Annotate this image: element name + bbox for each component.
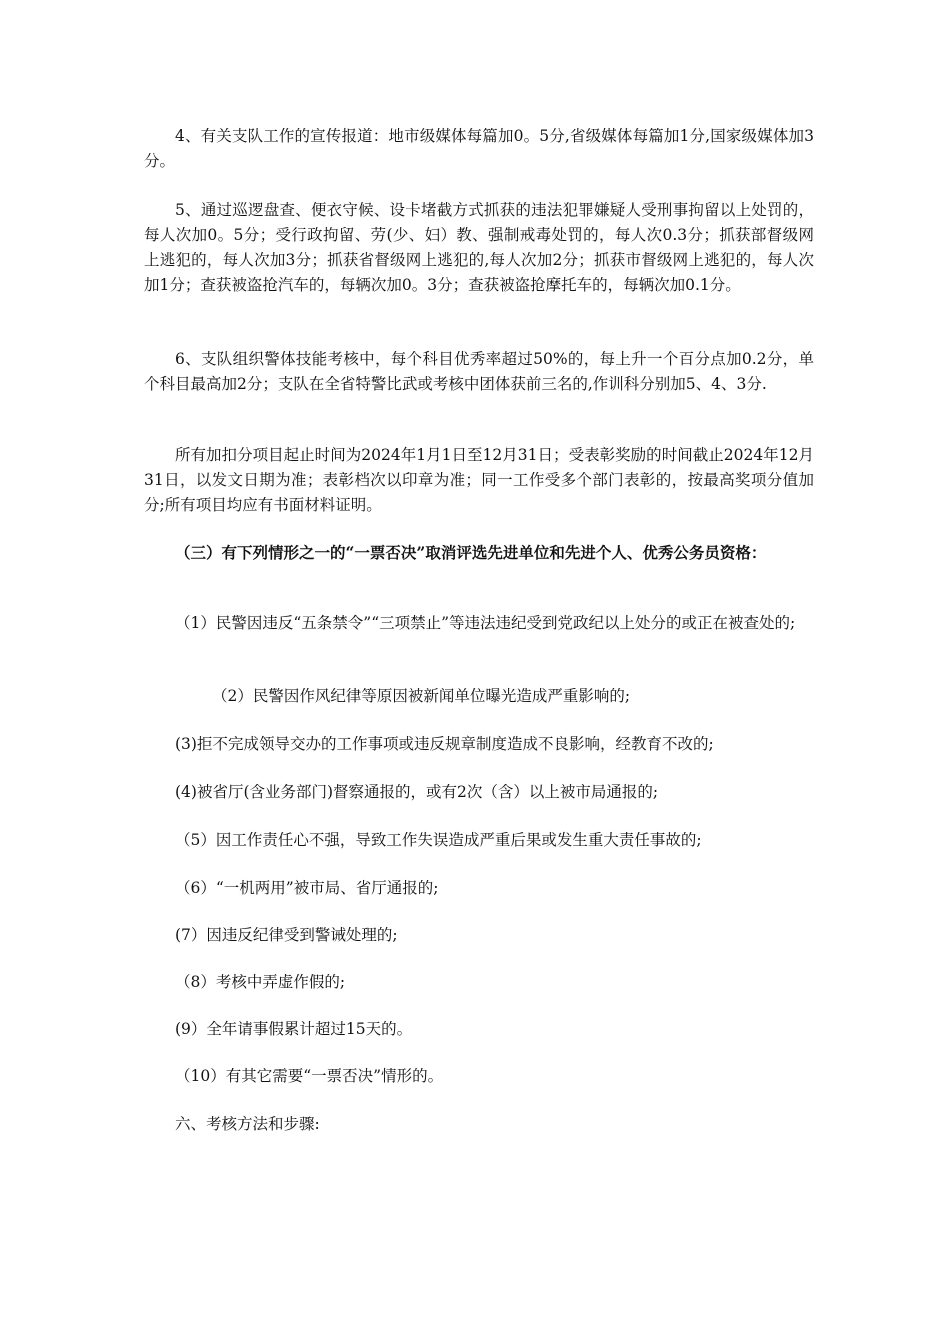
section-heading-assessment-method: 六、考核方法和步骤: [175, 1115, 320, 1133]
paragraph-publicity: 4、有关支队工作的宣传报道：地市级媒体每篇加0。5分,省级媒体每篇加1分,国家级媒体加3分。 [144, 127, 814, 170]
paragraph-skills-assessment: 6、支队组织警体技能考核中，每个科目优秀率超过50%的，每上升一个百分点加0.2分，单个科目最高加2分；支队在全省特警比武或考核中团体获前三名的,作训科分别加5、4、3分. [144, 350, 814, 393]
veto-item-2: （2）民警因作风纪律等原因被新闻单位曝光造成严重影响的; [212, 687, 631, 705]
veto-item-7: (7）因违反纪律受到警诫处理的; [175, 926, 398, 944]
paragraph-time-range: 所有加扣分项目起止时间为2024年1月1日至12月31日；受表彰奖励的时间截止2024年12月31日，以发文日期为准；表彰档次以印章为准；同一工作受多个部门表彰的，按最高奖项分值加分;所有项目均应有书面材料证明。 [144, 446, 814, 514]
paragraph-arrests: 5、通过巡逻盘查、便衣守候、设卡堵截方式抓获的违法犯罪嫌疑人受刑事拘留以上处罚的，每人次加0。5分；受行政拘留、劳(少、妇）教、强制戒毒处罚的，每人次0.3分；抓获部督级网上逃犯的，每人次加3分；抓获省督级网上逃犯的,每人次加2分；抓获市督级网上逃犯的，每人次加1分；查获被盗抢汽车的，每辆次加0。3分；查获被盗抢摩托车的，每辆次加0.1分。 [144, 201, 814, 294]
veto-item-9: (9）全年请事假累计超过15天的。 [175, 1020, 413, 1038]
veto-item-8: （8）考核中弄虚作假的; [175, 973, 346, 991]
veto-item-6: （6）“一机两用”被市局、省厅通报的; [175, 879, 439, 897]
veto-item-10: （10）有其它需要“一票否决”情形的。 [175, 1067, 444, 1085]
section-heading-veto: （三）有下列情形之一的“一票否决”取消评选先进单位和先进个人、优秀公务员资格： [175, 543, 767, 562]
veto-item-3: (3)拒不完成领导交办的工作事项或违反规章制度造成不良影响，经教育不改的; [175, 735, 714, 753]
veto-item-1: （1）民警因违反“五条禁令”“三项禁止”等违法违纪受到党政纪以上处分的或正在被查处的; [175, 614, 796, 632]
veto-item-4: (4)被省厅(含业务部门)督察通报的，或有2次（含）以上被市局通报的; [175, 783, 659, 801]
veto-item-5: （5）因工作责任心不强，导致工作失误造成严重后果或发生重大责任事故的; [175, 831, 702, 849]
